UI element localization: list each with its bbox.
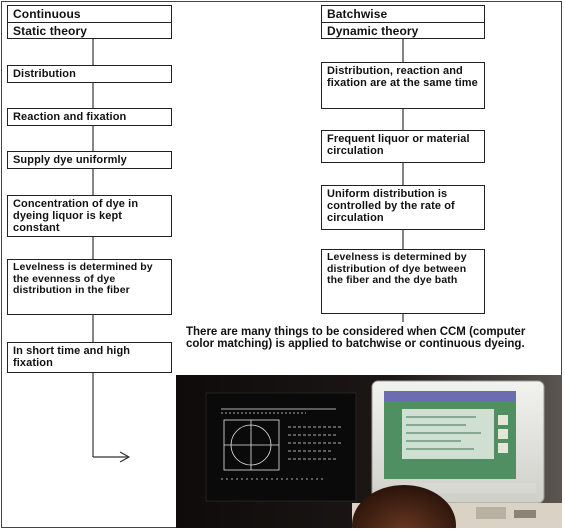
left-step-supply: Supply dye uniformly [7,151,172,169]
left-header-mode: Continuous [13,7,81,21]
ccm-note: There are many things to be considered when CCM (computer color matching) is applied to batchwise or continuous dyeing. [186,326,526,350]
right-step-circulation: Frequent liquor or material circulation [321,130,485,163]
left-step-concentration: Concentration of dye in dyeing liquor is kept constant [7,195,172,237]
right-header-mode: Batchwise [327,7,388,21]
left-header-theory: Static theory [8,22,171,39]
left-step-distribution: Distribution [7,65,172,83]
left-step-reaction: Reaction and fixation [7,108,172,126]
right-header-theory: Dynamic theory [322,22,484,39]
ccm-photo [176,375,562,528]
right-step-uniform: Uniform distribution is controlled by the rate of circulation [321,185,485,230]
right-step-distribution: Distribution, reaction and fixation are at the same time [321,62,485,109]
right-header [321,5,485,39]
crt-monitor [372,381,544,503]
left-step-short-time: In short time and high fixation [7,342,172,373]
left-header [7,5,172,39]
ccm-photo-illustration [176,375,562,528]
right-step-levelness: Levelness is determined by distribution of dye between the fiber and the dye bath [321,249,485,314]
console-screen [206,393,356,501]
left-step-levelness: Levelness is determined by the evenness of dye distribution in the fiber [7,259,172,315]
